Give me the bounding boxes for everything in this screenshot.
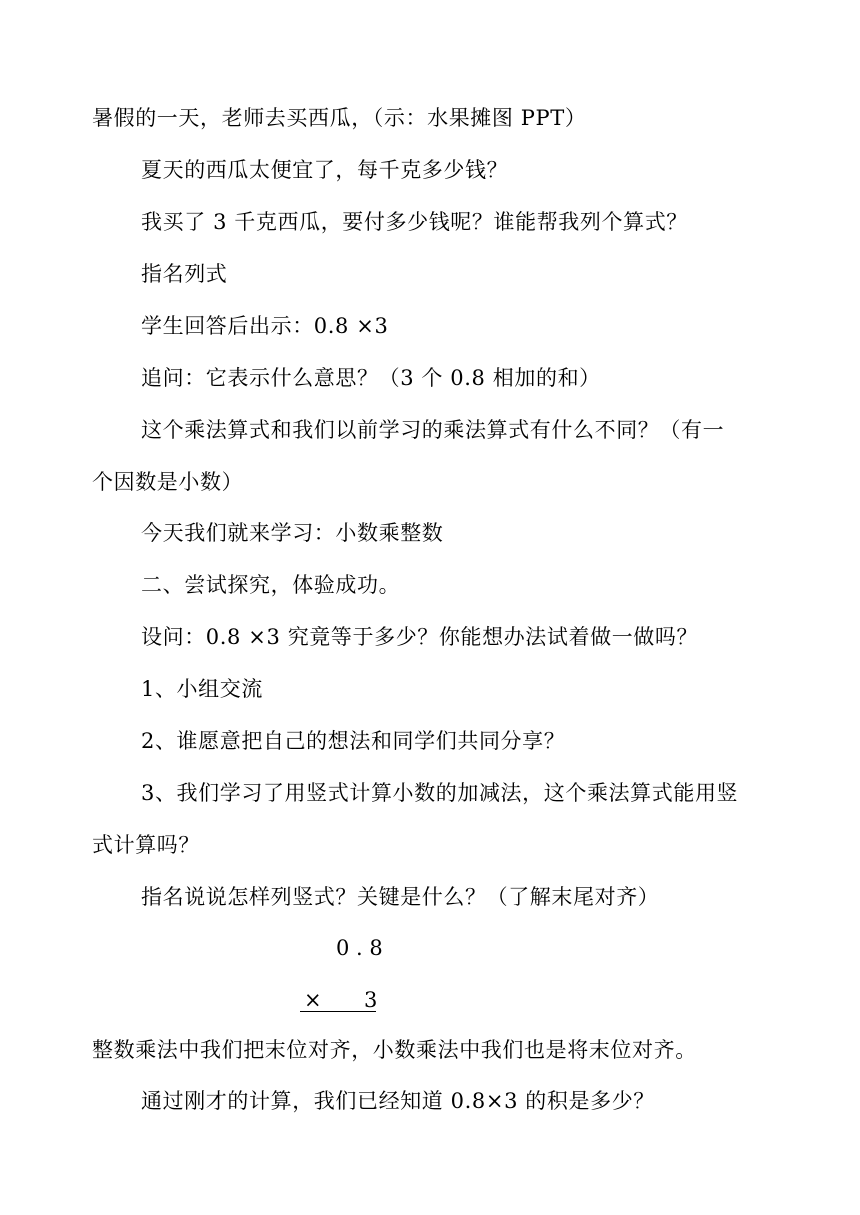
vertical-calc-top: 0 . 8 bbox=[336, 936, 383, 960]
vertical-calc-operator: × bbox=[304, 988, 322, 1012]
paragraph-line: 设问：0.8 ×3 究竟等于多少？你能想办法试着做一做吗？ bbox=[141, 625, 699, 649]
vertical-calc-bottom: 3 bbox=[364, 988, 378, 1012]
paragraph-line: 2、谁愿意把自己的想法和同学们共同分享？ bbox=[141, 729, 566, 753]
paragraph-line: 指名列式 bbox=[141, 262, 228, 286]
paragraph-line: 3、我们学习了用竖式计算小数的加减法，这个乘法算式能用竖 bbox=[141, 781, 739, 805]
paragraph-line: 个因数是小数） bbox=[92, 470, 244, 494]
paragraph-line: 指名说说怎样列竖式？关键是什么？（了解末尾对齐） bbox=[141, 885, 660, 909]
paragraph-line: 夏天的西瓜太便宜了，每千克多少钱？ bbox=[141, 158, 509, 182]
section-heading: 二、尝试探究，体验成功。 bbox=[141, 573, 401, 597]
paragraph-line: 整数乘法中我们把末位对齐，小数乘法中我们也是将末位对齐。 bbox=[92, 1038, 697, 1062]
paragraph-line: 今天我们就来学习：小数乘整数 bbox=[141, 521, 444, 545]
paragraph-line: 这个乘法算式和我们以前学习的乘法算式有什么不同？（有一 bbox=[141, 418, 725, 442]
paragraph-line: 通过刚才的计算，我们已经知道 0.8×3 的积是多少？ bbox=[141, 1089, 655, 1113]
paragraph-line: 追问：它表示什么意思？（3 个 0.8 相加的和） bbox=[141, 366, 601, 390]
paragraph-line: 1、小组交流 bbox=[141, 677, 263, 701]
paragraph-line: 式计算吗？ bbox=[92, 833, 200, 857]
vertical-calc-rule bbox=[300, 1011, 376, 1012]
paragraph-line: 我买了 3 千克西瓜，要付多少钱呢？谁能帮我列个算式？ bbox=[141, 210, 688, 234]
paragraph-line: 学生回答后出示：0.8 ×3 bbox=[141, 314, 389, 338]
paragraph-line: 暑假的一天，老师去买西瓜，（示：水果摊图 PPT） bbox=[92, 106, 587, 130]
